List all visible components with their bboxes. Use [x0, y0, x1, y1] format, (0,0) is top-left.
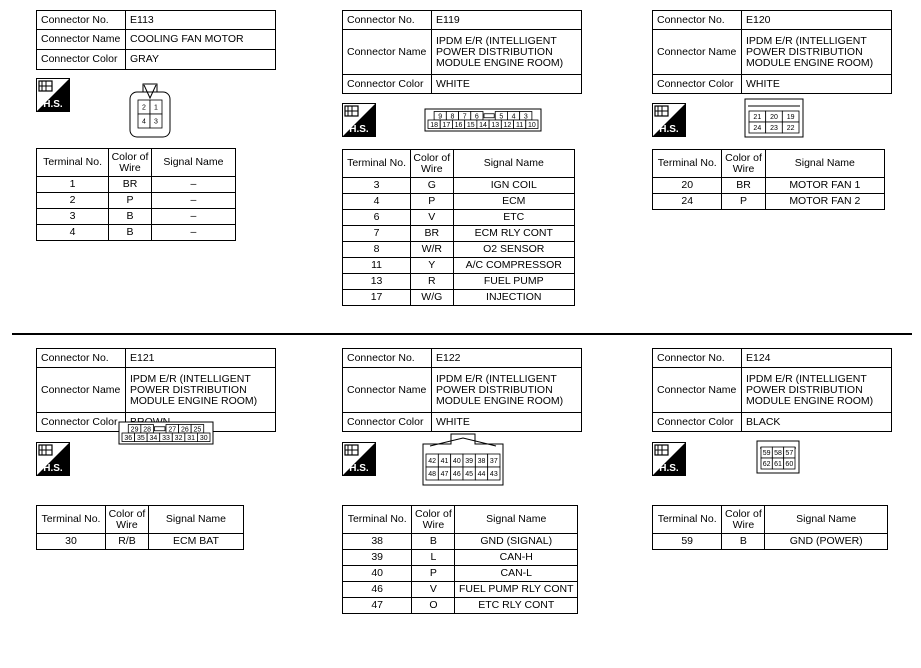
connector-color: BLACK	[742, 413, 892, 432]
wire-color-header-line: Color of	[415, 507, 452, 520]
harness-side-icon	[342, 103, 376, 137]
pin-number: 10	[527, 121, 536, 129]
wire-color-header-line: Wire	[732, 518, 755, 531]
wire-color: O	[412, 598, 455, 614]
signal-name: –	[151, 209, 235, 225]
terminal-table	[652, 505, 888, 550]
terminal-number: 40	[343, 566, 412, 582]
harness-side-icon	[342, 442, 376, 476]
wire-color: B	[109, 225, 152, 241]
signal-name: ETC	[453, 210, 575, 226]
wire-color: BR	[411, 226, 453, 242]
pin-number: 43	[489, 471, 498, 478]
terminal-number: 4	[343, 194, 411, 210]
connector-name-line: IPDM E/R (INTELLIGENT	[130, 372, 251, 385]
terminal-number: 24	[653, 194, 722, 210]
terminal-header-row	[343, 150, 575, 178]
signal-name-header: Signal Name	[765, 506, 888, 534]
terminal-header-row	[343, 506, 578, 534]
info-row	[343, 75, 582, 94]
wire-color: P	[109, 193, 152, 209]
hs-label: H.S.	[349, 463, 369, 474]
terminal-number: 17	[343, 290, 411, 306]
wire-color-header-line: Wire	[732, 162, 755, 175]
table-row	[343, 210, 575, 226]
table-row	[343, 194, 575, 210]
pin-number: 22	[786, 125, 795, 132]
signal-name: GND (POWER)	[765, 534, 888, 550]
pin-number: 31	[187, 434, 196, 442]
table-row	[343, 566, 578, 582]
info-row	[37, 349, 276, 368]
terminal-number: 6	[343, 210, 411, 226]
info-row	[653, 349, 892, 368]
pin-number: 29	[130, 426, 139, 434]
pin-number: 7	[462, 113, 467, 121]
connector_color-label: Connector Color	[37, 50, 126, 70]
signal-name: –	[151, 193, 235, 209]
wire-color: BR	[109, 177, 152, 193]
connector_name-label: Connector Name	[37, 30, 126, 50]
connector-number: E113	[126, 11, 276, 30]
connector-panel-e122	[342, 348, 602, 668]
connector-name-line: MODULE ENGINE ROOM)	[436, 394, 564, 407]
wire-color-header	[411, 150, 453, 178]
info-row	[343, 349, 582, 368]
terminal-number: 20	[653, 178, 722, 194]
connector_no-label: Connector No.	[653, 349, 742, 368]
harness-side-icon	[36, 78, 70, 112]
pin-number: 48	[428, 471, 437, 478]
connector-color: WHITE	[432, 75, 582, 94]
connector-name	[126, 30, 276, 50]
wire-color-header-line: Color of	[725, 151, 762, 164]
connector-info-table	[36, 10, 276, 70]
pin-number: 15	[466, 121, 475, 129]
wire-color: Y	[411, 258, 453, 274]
pin-number: 32	[174, 434, 183, 442]
terminal-no-header: Terminal No.	[343, 150, 411, 178]
wire-color: P	[722, 194, 765, 210]
signal-name: FUEL PUMP	[453, 274, 575, 290]
signal-name: ECM	[453, 194, 575, 210]
wire-color-header-line: Wire	[116, 518, 138, 531]
connector-number: E122	[432, 349, 582, 368]
connector-name	[742, 30, 892, 75]
signal-name: INJECTION	[453, 290, 575, 306]
terminal-number: 46	[343, 582, 412, 598]
terminal-number: 13	[343, 274, 411, 290]
info-row	[37, 30, 276, 50]
pin-number: 58	[774, 450, 782, 457]
table-row	[653, 194, 885, 210]
wire-color: G	[411, 178, 453, 194]
connector-name	[432, 30, 582, 75]
pin-number: 3	[523, 113, 528, 121]
connector-panel-e113	[36, 10, 296, 330]
connector-number: E121	[126, 349, 276, 368]
wire-color-header-line: Color of	[108, 507, 146, 520]
terminal-table	[36, 505, 244, 550]
pin-number: 27	[168, 426, 177, 434]
pin-number: 9	[438, 113, 443, 121]
wire-color: P	[412, 566, 455, 582]
terminal-number: 11	[343, 258, 411, 274]
wire-color: B	[109, 209, 152, 225]
connector_name-label: Connector Name	[343, 30, 432, 75]
info-row	[343, 368, 582, 413]
terminal-no-header: Terminal No.	[37, 506, 106, 534]
connector-name-line: IPDM E/R (INTELLIGENT	[746, 372, 867, 385]
connector-number: E119	[432, 11, 582, 30]
signal-name-header: Signal Name	[453, 150, 575, 178]
terminal-no-header: Terminal No.	[653, 506, 722, 534]
connector-info-table	[36, 348, 276, 432]
terminal-number: 59	[653, 534, 722, 550]
table-row	[343, 226, 575, 242]
pin-number: 23	[770, 125, 778, 132]
connector_no-label: Connector No.	[343, 11, 432, 30]
terminal-number: 3	[343, 178, 411, 194]
terminal-header-row	[37, 149, 236, 177]
signal-name-header: Signal Name	[151, 149, 235, 177]
connector-face-diagram	[118, 421, 214, 445]
connector-name-line: POWER DISTRIBUTION	[436, 45, 553, 58]
info-row	[37, 11, 276, 30]
signal-name: MOTOR FAN 2	[765, 194, 884, 210]
table-row	[37, 177, 236, 193]
hs-label: H.S.	[659, 463, 679, 474]
wire-color-header	[106, 506, 149, 534]
info-row	[653, 75, 892, 94]
harness-side-icon	[652, 103, 686, 137]
info-row	[653, 413, 892, 432]
connector-panel-e124	[652, 348, 912, 668]
wire-color: W/G	[411, 290, 453, 306]
connector-face-diagram	[129, 82, 171, 138]
connector-name-line: MODULE ENGINE ROOM)	[746, 56, 874, 69]
wire-color: R/B	[106, 534, 149, 550]
connector-info-table	[342, 10, 582, 94]
terminal-number: 1	[37, 177, 109, 193]
wire-color-header	[109, 149, 152, 177]
pin-number: 11	[516, 121, 524, 129]
signal-name: –	[151, 177, 235, 193]
pin-number: 46	[452, 471, 461, 478]
terminal-number: 4	[37, 225, 109, 241]
pin-number: 13	[491, 121, 500, 129]
connector-number: E124	[742, 349, 892, 368]
info-row	[653, 11, 892, 30]
pin-number: 6	[474, 113, 479, 121]
pin-number: 62	[762, 461, 771, 468]
connector-name-line: POWER DISTRIBUTION	[130, 383, 247, 396]
connector-color: WHITE	[742, 75, 892, 94]
connector_no-label: Connector No.	[343, 349, 432, 368]
connector_color-label: Connector Color	[343, 413, 432, 432]
table-row	[343, 550, 578, 566]
pin-number: 16	[454, 121, 463, 129]
wire-color: B	[412, 534, 455, 550]
terminal-header-row	[653, 506, 888, 534]
connector_color-label: Connector Color	[343, 75, 432, 94]
connector-panel-e119	[342, 10, 602, 330]
pin-number: 37	[489, 458, 498, 465]
info-row	[343, 30, 582, 75]
connector-name-line: POWER DISTRIBUTION	[746, 45, 863, 58]
connector-name-line: COOLING FAN MOTOR	[130, 33, 244, 45]
harness-side-icon	[652, 442, 686, 476]
wire-color: W/R	[411, 242, 453, 258]
pin-number: 41	[440, 458, 449, 465]
connector_no-label: Connector No.	[37, 11, 126, 30]
wire-color-header-line: Color of	[725, 507, 762, 520]
terminal-number: 30	[37, 534, 106, 550]
wire-color-header-line: Color of	[413, 151, 451, 164]
pin-number: 14	[479, 121, 487, 129]
wire-color: BR	[722, 178, 765, 194]
connector-face-diagram	[756, 440, 800, 474]
connector-color: WHITE	[432, 413, 582, 432]
signal-name-header: Signal Name	[765, 150, 884, 178]
connector-face-diagram	[422, 432, 504, 486]
connector-panel-e120	[652, 10, 912, 330]
connector-color: GRAY	[126, 50, 276, 70]
pin-number: 34	[149, 434, 158, 442]
signal-name: ECM BAT	[148, 534, 243, 550]
table-row	[653, 178, 885, 194]
pin-number: 24	[753, 125, 762, 132]
pin-number: 59	[762, 450, 771, 457]
connector-name-line: MODULE ENGINE ROOM)	[130, 394, 258, 407]
connector-panel-e121	[36, 348, 296, 668]
hs-label: H.S.	[349, 124, 369, 135]
terminal-number: 8	[343, 242, 411, 258]
connector-number: E120	[742, 11, 892, 30]
info-row	[653, 30, 892, 75]
wire-color-header-line: Color of	[111, 150, 149, 163]
signal-name: GND (SIGNAL)	[455, 534, 578, 550]
pin-number: 44	[477, 471, 486, 478]
connector-info-table	[652, 348, 892, 432]
wire-color: L	[412, 550, 455, 566]
signal-name: CAN-L	[455, 566, 578, 582]
table-row	[37, 534, 244, 550]
terminal-table	[342, 505, 578, 614]
pin-number: 19	[786, 114, 795, 121]
table-row	[37, 193, 236, 209]
pin-number: 1	[154, 104, 158, 112]
wire-color-header-line: Wire	[119, 161, 141, 174]
hs-label: H.S.	[43, 463, 63, 474]
signal-name-header: Signal Name	[148, 506, 243, 534]
pin-number: 33	[162, 434, 170, 442]
pin-number: 47	[440, 471, 449, 478]
wire-color-header-line: Wire	[422, 518, 445, 531]
terminal-number: 7	[343, 226, 411, 242]
harness-side-icon	[36, 442, 70, 476]
wire-color: V	[411, 210, 453, 226]
connector-name	[432, 368, 582, 413]
terminal-number: 39	[343, 550, 412, 566]
info-row	[37, 50, 276, 70]
connector-name	[742, 368, 892, 413]
connector_no-label: Connector No.	[653, 11, 742, 30]
connector-name-line: POWER DISTRIBUTION	[436, 383, 553, 396]
pin-number: 35	[136, 434, 145, 442]
signal-name: –	[151, 225, 235, 241]
pin-number: 5	[499, 113, 504, 121]
terminal-table	[652, 149, 885, 210]
table-row	[37, 209, 236, 225]
info-row	[37, 368, 276, 413]
connector-name-line: POWER DISTRIBUTION	[746, 383, 863, 396]
info-row	[343, 413, 582, 432]
connector-name-line: IPDM E/R (INTELLIGENT	[436, 34, 557, 47]
table-row	[343, 534, 578, 550]
signal-name: O2 SENSOR	[453, 242, 575, 258]
pin-number: 36	[124, 434, 133, 442]
connector_color-label: Connector Color	[653, 75, 742, 94]
pin-number: 39	[465, 458, 474, 465]
connector_name-label: Connector Name	[343, 368, 432, 413]
table-row	[653, 534, 888, 550]
pin-number: 60	[785, 461, 794, 468]
terminal-number: 3	[37, 209, 109, 225]
signal-name: IGN COIL	[453, 178, 575, 194]
table-row	[343, 290, 575, 306]
terminal-header-row	[653, 150, 885, 178]
connector_name-label: Connector Name	[653, 30, 742, 75]
signal-name: FUEL PUMP RLY CONT	[455, 582, 578, 598]
pin-number: 40	[452, 458, 461, 465]
signal-name: CAN-H	[455, 550, 578, 566]
pin-number: 3	[154, 118, 158, 126]
connector-name-line: MODULE ENGINE ROOM)	[746, 394, 874, 407]
signal-name-header: Signal Name	[455, 506, 578, 534]
terminal-number: 2	[37, 193, 109, 209]
info-row	[653, 368, 892, 413]
wire-color: V	[412, 582, 455, 598]
table-row	[343, 178, 575, 194]
connector-name-line: IPDM E/R (INTELLIGENT	[746, 34, 867, 47]
pin-number: 12	[503, 121, 512, 129]
wire-color-header	[722, 150, 765, 178]
pin-number: 38	[477, 458, 486, 465]
pin-number: 4	[511, 113, 516, 121]
wire-color: R	[411, 274, 453, 290]
pin-number: 8	[450, 113, 455, 121]
signal-name: ETC RLY CONT	[455, 598, 578, 614]
pin-number: 57	[785, 450, 794, 457]
pin-number: 61	[774, 461, 782, 468]
terminal-number: 38	[343, 534, 412, 550]
wire-color-header-line: Wire	[421, 162, 443, 175]
pin-number: 21	[753, 114, 762, 121]
pin-number: 42	[428, 458, 437, 465]
hs-label: H.S.	[43, 99, 63, 110]
pin-number: 2	[142, 104, 146, 112]
pin-number: 20	[770, 114, 778, 121]
terminal-table	[342, 149, 575, 306]
terminal-no-header: Terminal No.	[343, 506, 412, 534]
terminal-number: 47	[343, 598, 412, 614]
table-row	[343, 582, 578, 598]
connector-info-table	[342, 348, 582, 432]
pin-number: 18	[430, 121, 439, 129]
connector_color-label: Connector Color	[37, 413, 126, 432]
wire-color: B	[722, 534, 765, 550]
pin-number: 28	[143, 426, 152, 434]
connector-name-line: IPDM E/R (INTELLIGENT	[436, 372, 557, 385]
signal-name: A/C COMPRESSOR	[453, 258, 575, 274]
connector-face-diagram	[424, 108, 542, 132]
connector_no-label: Connector No.	[37, 349, 126, 368]
terminal-header-row	[37, 506, 244, 534]
wire-color: P	[411, 194, 453, 210]
signal-name: MOTOR FAN 1	[765, 178, 884, 194]
connector_name-label: Connector Name	[653, 368, 742, 413]
table-row	[343, 274, 575, 290]
pin-number: 45	[465, 471, 474, 478]
pin-number: 25	[193, 426, 202, 434]
terminal-no-header: Terminal No.	[653, 150, 722, 178]
terminal-table	[36, 148, 236, 241]
table-row	[37, 225, 236, 241]
connector-name-line: MODULE ENGINE ROOM)	[436, 56, 564, 69]
section-divider	[12, 333, 912, 335]
connector_name-label: Connector Name	[37, 368, 126, 413]
connector-name	[126, 368, 276, 413]
signal-name: ECM RLY CONT	[453, 226, 575, 242]
connector-info-table	[652, 10, 892, 94]
table-row	[343, 598, 578, 614]
hs-label: H.S.	[659, 124, 679, 135]
pin-number: 17	[442, 121, 451, 129]
info-row	[343, 11, 582, 30]
connector_color-label: Connector Color	[653, 413, 742, 432]
wire-color-header	[722, 506, 765, 534]
pin-number: 4	[142, 118, 146, 126]
pin-number: 26	[180, 426, 189, 434]
pin-number: 30	[199, 434, 208, 442]
wire-color-header	[412, 506, 455, 534]
table-row	[343, 242, 575, 258]
terminal-no-header: Terminal No.	[37, 149, 109, 177]
connector-face-diagram	[744, 98, 804, 138]
table-row	[343, 258, 575, 274]
